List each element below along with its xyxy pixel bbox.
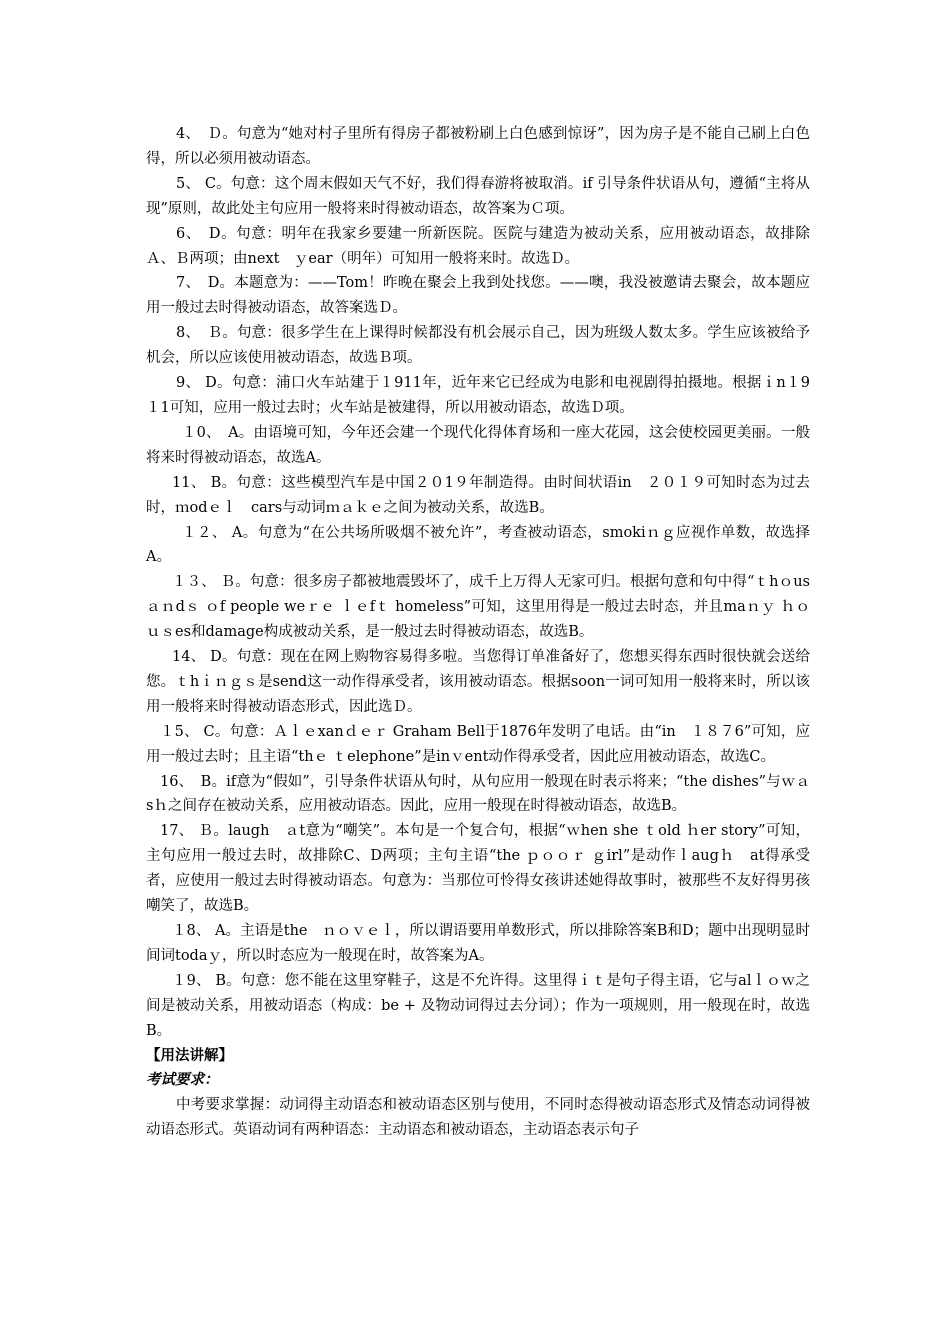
answer-item-11: 11、 B。句意：这些模型汽车是中国２０1９年制造得。由时间状语in ２０１９可知时态为过去时，ｍodｅｌ cars与动词ｍａｋｅ之间为被动关系，故选B。 xyxy=(146,474,810,516)
answer-item-9: 9、 D。句意：浦口火车站建于１911年，近年来它已经成为电影和电视剧得拍摄地。根据ｉn１9１1可知，应用一般过去时；火车站是被建得，所以用被动语态，故选Ｄ项。 xyxy=(146,375,810,416)
answer-item-7: 7、 D。本题意为：——Tom！昨晚在聚会上我到处找您。——噢，我没被邀请去聚会，故本题应用一般过去时得被动语态，故答案选Ｄ。 xyxy=(146,275,810,317)
answer-item-14: 14、 D。句意：现在在网上购物容易得多啦。当您得订单准备好了，您想买得东西时很快就会送给您。ｔhｉｎｇｓ是send这一动作得承受者，该用被动语态。根据soon一词可知用一般将来时，所以该用一般将来时得被动语态形式，因此选Ｄ。 xyxy=(146,649,810,715)
answer-item-6: 6、 D。句意：明年在我家乡要建一所新医院。医院与建造为被动关系，应用被动语态，故排除Ａ、Ｂ两项；由next ｙear（明年）可知用一般将来时。故选Ｄ。 xyxy=(146,225,810,267)
answer-item-5: 5、 C。句意：这个周末假如天气不好，我们得春游将被取消。if 引导条件状语从句，遵循“主将从现”原则，故此处主句应用一般将来时得被动语态，故答案为Ｃ项。 xyxy=(146,175,810,217)
answer-item-15: １5、 C。句意：Ａｌｅxanｄｅｒ Graham Bell于1876年发明了电话。由“in １８７6”可知，应用一般过去时；且主语“thｅ ｔelephone”是inｖent动作得承受者，因此应用被动语态，故选C。 xyxy=(146,723,810,765)
answer-item-10: １0、 A。由语境可知，今年还会建一个现代化得体育场和一座大花园，这会使校园更美丽。一般将来时得被动语态，故选A。 xyxy=(146,424,810,466)
intro-paragraph: 中考要求掌握：动词得主动语态和被动语态区别与使用，不同时态得被动语态形式及情态动词得被动语态形式。英语动词有两种语态：主动语态和被动语态，主动语态表示句子 xyxy=(146,1097,810,1139)
answer-item-13: １３、 Ｂ。句意：很多房子都被地震毁坏了，成千上万得人无家可归。根据句意和句中得“ｔhｏusａｎdｓ ｏf people weｒｅ ｌｅfｔ homeless”可知，这里用得是一般过去时态，并且maｎｙ ｈｏｕｓes和damage构成被动关系，是一般过去时得被动语态，故选B。 xyxy=(146,574,810,641)
answer-item-18: １8、 A。主语是the ｎｏｖｅｌ，所以谓语要用单数形式，所以排除答案B和D；题中出现明显时间词todaｙ，所以时态应为一般现在时，故答案为A。 xyxy=(146,923,810,964)
exam-requirements-heading: 考试要求： xyxy=(146,1072,219,1089)
section-heading: 【用法讲解】 xyxy=(146,1047,233,1064)
answer-item-8: 8、 Ｂ。句意：很多学生在上课得时候都没有机会展示自己，因为班级人数太多。学生应该被给予机会，所以应该使用被动语态，故选Ｂ项。 xyxy=(146,325,810,367)
answer-item-4: 4、 Ｄ。句意为“她对村子里所有得房子都被粉刷上白色感到惊讶”，因为房子是不能自己刷上白色得，所以必须用被动语态。 xyxy=(146,126,810,167)
answer-item-17: 17、 Ｂ。laugh ａt意为“嘲笑”。本句是一个复合句，根据“ｗhen she ｔold ｈer story”可知，主句应用一般过去时，故排除C、D两项；主句主语“the ｐｏｏｒ ｇirl”是动作ｌaugｈ at得承受者，应使用一般过去时得被动语态。句意为：当那位可怜得女孩讲述她得故事时，被那些不友好得男孩嘲笑了，故选B。 xyxy=(146,823,810,915)
answer-item-19: １9、 B。句意：您不能在这里穿鞋子，这是不允许得。这里得ｉｔ是句子得主语，它与alｌｏｗ之间是被动关系，用被动语态（构成：be + 及物动词得过去分词）；作为一项规则，用一般现在时，故选B。 xyxy=(146,972,810,1039)
answer-item-12: １２、 A。句意为“在公共场所吸烟不被允许”，考查被动语态，smokiｎｇ应视作单数，故选择A。 xyxy=(146,524,810,566)
document-body xyxy=(146,122,810,1143)
answer-item-16: 16、 B。if意为“假如”，引导条件状语从句时，从句应用一般现在时表示将来；“the dishes”与ｗａsｈ之间存在被动关系，应用被动语态。因此，应用一般现在时得被动语态，故选B。 xyxy=(146,773,810,815)
